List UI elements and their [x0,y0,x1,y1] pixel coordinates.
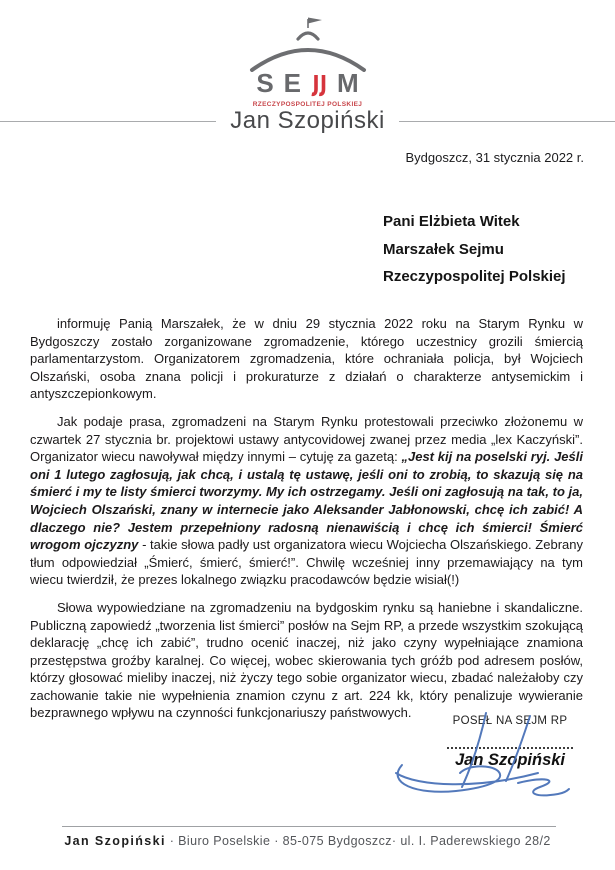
paragraph-2-quote: „Jest kij na poselski ryj. Jeśli oni 1 lutego zagłosują, jak chcą, i ustalą tę ustawę, jeśli oni to zrobią, to skazują się na śmierć i my te listy śmierci tworzymy. My ich ostrzegamy. Jeśli oni zagłosują na tak, to ja, Wojciech Olszański, znany w internecie jako Aleksander Jabłonowski, chcę ich zabić! A dlaczego nie? Jestem przepełniony radosną nienawiścią i chcę ich śmierci! Śmierć wrogom ojczyzny [30,449,583,553]
logo-subtitle: RZECZYPOSPOLITEJ POLSKIEJ [252,101,363,108]
heading-rule-left [0,121,216,122]
flag-icon [308,18,322,24]
sejm-dome-icon [249,14,367,72]
signature-name: Jan Szopiński [454,751,566,769]
paragraph-2-outro: - takie słowa padły ust organizatora wiecu Wojciecha Olszańskiego. Zebrany tłum odpowiedział „Śmierć, śmierć, śmierć!”. Chwilę wcześniej inny przemawiający na tym wiecu twierdził, że prezes lokalnego związku pracodawców będzie wisiał(!) [30,537,583,588]
footer [0,834,615,848]
footer-name: Jan Szopiński [64,834,166,848]
recipient-line-3: Rzeczypospolitej Polskiej [383,268,566,285]
signature-title: POSEŁ NA SEJM RP [452,715,568,727]
heading-rule-right [399,121,615,122]
footer-rule [62,826,556,827]
sejm-letter-m: M [337,68,359,98]
letter-body [30,315,583,732]
sejm-letter-e: E [283,68,301,98]
mp-name-heading-row [0,104,615,138]
paragraph-2 [30,413,583,589]
sejm-letter-j-icon [311,74,327,97]
paragraph-3: Słowa wypowiedziane na zgromadzeniu na bydgoskim rynku są haniebne i skandaliczne. Publiczną zapowiedź „tworzenia list śmierci” posłów na Sejm RP, a przede wszystkim szokującą deklarację „chcę ich zabić”, trudno ocenić inaczej, niż jako czyny wypełniające znamiona przestępstwa groźby karalnej. Co więcej, wobec skierowania tych gróźb pod adresem posłów, którzy głosować mieliby inaczej, niż życzy tego sobie organizator wiecu, zbadać należałoby czy zachowanie takie nie wypełnienia znamion czynu z art. 224 kk, który penalizuje wywieranie bezprawnego wpływu na czynności funkcjonariuszy państwowych. [30,599,583,721]
recipient-line-2: Marszałek Sejmu [383,240,504,258]
sejm-wordmark [256,70,358,97]
recipient-block [383,208,566,291]
signature-dotted-line [447,747,573,749]
mp-name-heading: Jan Szopiński [230,107,385,134]
sejm-logo [0,14,615,108]
paragraph-2-intro: Jak podaje prasa, zgromadzeni na Starym Rynku protestowali przeciwko złożonemu w czwartek 27 stycznia br. projektowi ustawy antycovidowej zwanej przez media „lex Kaczyński”. Organizator wiecu nawoływał między innymi – cytuję za gazetą: [30,413,583,465]
signature-block [447,715,573,770]
dateline: Bydgoszcz, 31 stycznia 2022 r. [405,150,584,165]
paragraph-1: informuję Panią Marszałek, że w dniu 29 stycznia 2022 roku na Starym Rynku w Bydgoszczy zostało zorganizowane zgromadzenie, którego uczestnicy grozili śmiercią parlamentarzystom. Organizatorem zgromadzenia, które ochraniała policja, był Wojciech Olszański, osoba znana policji i prokuraturze z działań o charakterze antysemickim i antyszczepionkowym. [30,316,583,402]
sejm-letter-s: S [256,68,274,98]
footer-address: · Biuro Poselskie · 85-075 Bydgoszcz· ul. I. Paderewskiego 28/2 [169,834,551,848]
recipient-line-1: Pani Elżbieta Witek [383,213,520,230]
